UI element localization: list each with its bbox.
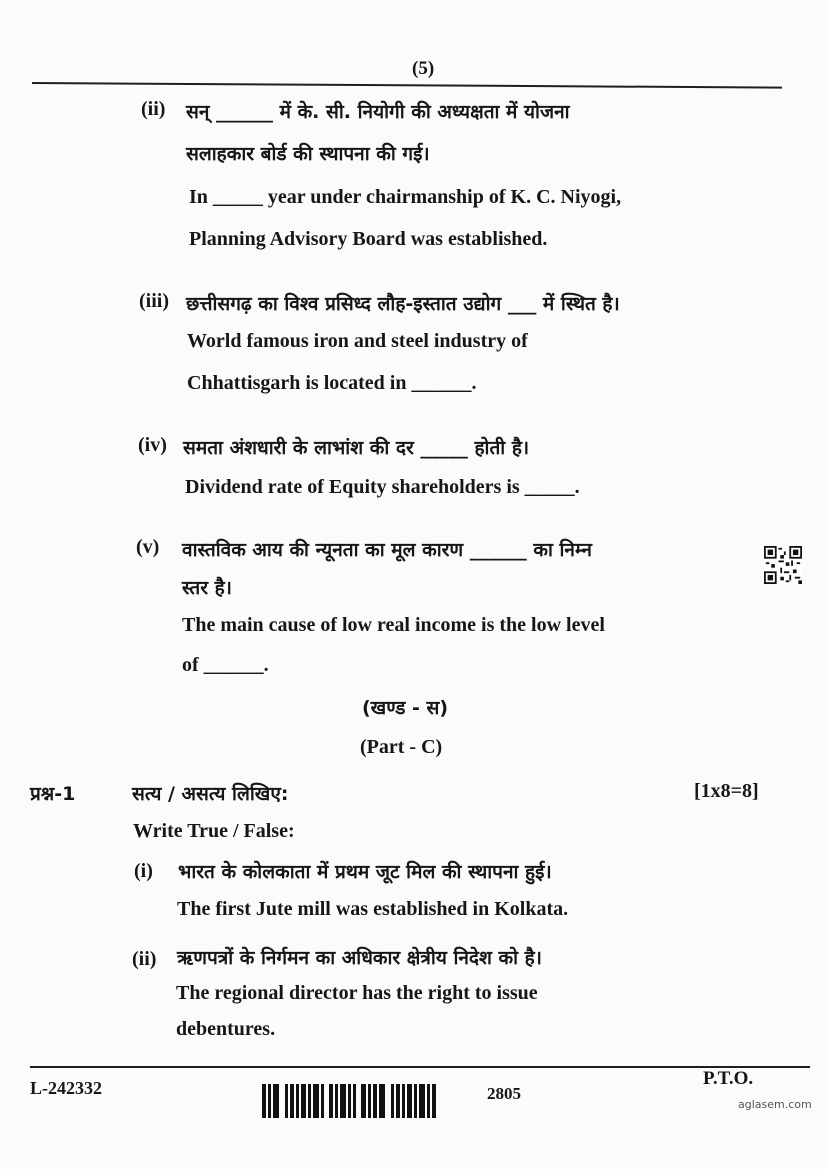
item-number: (v) — [136, 536, 160, 558]
qr-code-icon — [764, 546, 802, 584]
header-rule — [32, 82, 782, 89]
question-text-hindi: छत्तीसगढ़ का विश्व प्रसिध्द लौह-इस्तात उद्योग ___ में स्थित है। — [186, 293, 620, 315]
question-instruction-english: Write True / False: — [133, 820, 295, 842]
question-text-english: Planning Advisory Board was established. — [189, 228, 548, 250]
question-text-english: of ______. — [182, 654, 269, 676]
statement-hindi: भारत के कोलकाता में प्रथम जूट मिल की स्थापना हुई। — [178, 861, 552, 883]
item-number: (iv) — [138, 434, 167, 456]
paper-code: L-242332 — [30, 1078, 102, 1098]
question-text-english: The main cause of low real income is the low level — [182, 614, 605, 636]
section-heading-hindi: (खण्ड - स) — [362, 697, 449, 719]
barcode-number: 2805 — [487, 1084, 521, 1103]
question-text-english: Dividend rate of Equity shareholders is _____. — [185, 476, 580, 498]
statement-hindi: ऋणपत्रों के निर्गमन का अधिकार क्षेत्रीय निदेश को है। — [177, 947, 542, 969]
question-text-english: Chhattisgarh is located in ______. — [187, 372, 477, 394]
question-text-hindi: समता अंशधारी के लाभांश की दर _____ होती है। — [183, 437, 530, 459]
part-number: (i) — [134, 860, 153, 882]
question-instruction-hindi: सत्य / असत्य लिखिए: — [132, 783, 289, 805]
statement-english: The first Jute mill was established in Kolkata. — [177, 898, 569, 920]
item-number: (ii) — [141, 98, 166, 120]
watermark-text: aglasem.com — [738, 1098, 812, 1111]
statement-english: The regional director has the right to issue — [176, 982, 538, 1004]
question-text-hindi: सलाहकार बोर्ड की स्थापना की गई। — [186, 143, 430, 165]
question-text-hindi: स्तर है। — [182, 577, 232, 599]
part-number: (ii) — [132, 948, 157, 970]
item-number: (iii) — [139, 290, 169, 312]
barcode-icon — [262, 1084, 472, 1118]
page-number: (5) — [412, 58, 435, 79]
section-heading-english: (Part - C) — [360, 736, 443, 758]
question-text-hindi: वास्तविक आय की न्यूनता का मूल कारण ______ का निम्न — [182, 539, 592, 561]
pto-label: P.T.O. — [703, 1068, 754, 1089]
statement-english: debentures. — [176, 1018, 276, 1040]
question-text-hindi: सन् ______ में के. सी. नियोगी की अध्यक्षता में योजना — [186, 101, 570, 123]
question-text-english: In _____ year under chairmanship of K. C. Niyogi, — [189, 186, 622, 208]
question-label: प्रश्न-1 — [30, 783, 76, 805]
marks-allocation: [1x8=8] — [694, 780, 759, 802]
footer-rule — [30, 1066, 810, 1068]
question-text-english: World famous iron and steel industry of — [187, 330, 528, 352]
